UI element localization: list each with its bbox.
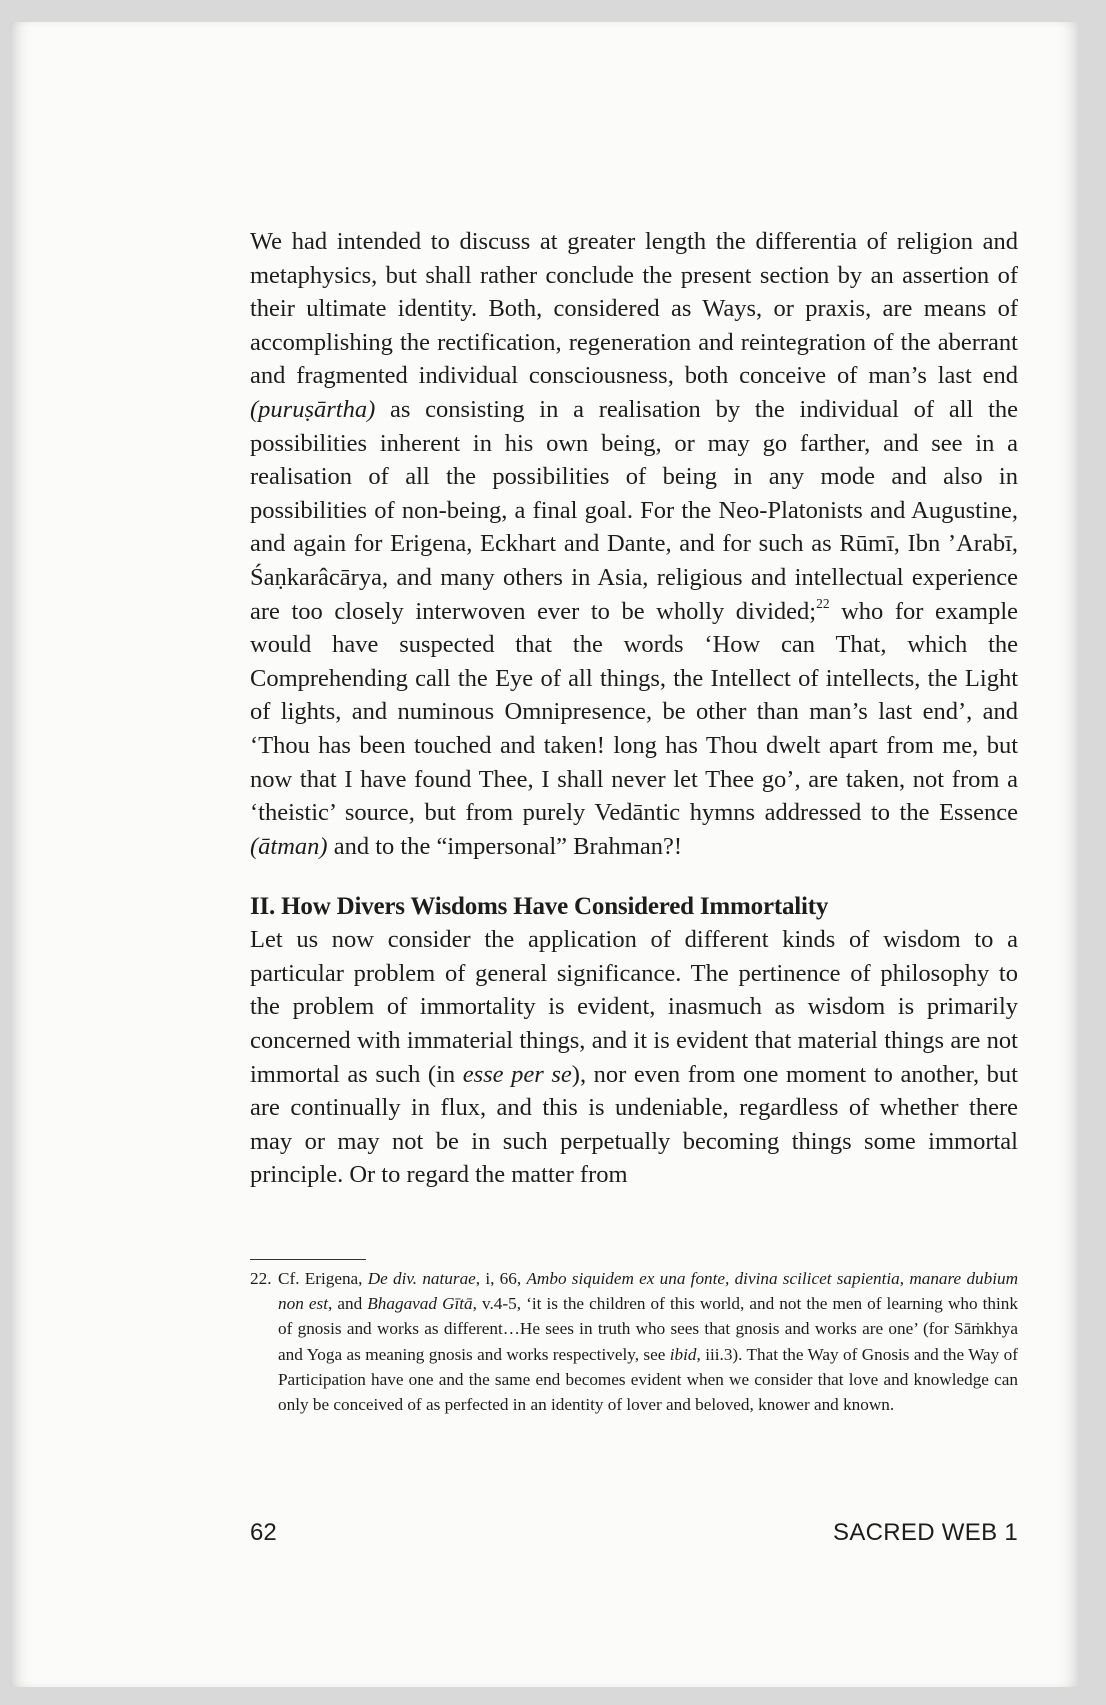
text-run: , iii.3). That the Way of Gnosis and the Way of Participation have one and the same end becomes evident when we consider that love and knowledge can only be conceived of as perfected in an identity of lover and beloved, knower and known.	[278, 1344, 1019, 1415]
section-heading: II. How Divers Wisdoms Have Considered Immortality	[250, 893, 829, 921]
text-run: , and	[327, 1294, 368, 1314]
text-run: as consisting in a realisation by the individual of all the possibilities inherent in his own being, or may go farther, and see in a realisation of all the possibilities of being in any mode and also in possibilities of non-being, a final goal. For the Neo-Platonists and Augustine, and again for Erigena, Eckhart and Dante, and for such as Rūmī, Ibn ’Arabī, Śaṇkarâcārya, and many others in Asia, religious and intellectual experience are too closely interwoven ever to be wholly divided;	[250, 395, 1018, 625]
text-run: We had intended to discuss at greater length the differentia of religion and metaphysics, but shall rather conclude the present section by an assertion of their ultimate identity. Both, considered as Ways, or praxis, are means of accomplishing the rectification, regeneration and reintegration of the aberrant and fragmented individual consciousness, both conceive of man’s last end	[250, 228, 1018, 390]
italic-run: Bhagavad Gītā	[367, 1294, 473, 1314]
main-text	[250, 225, 1018, 1192]
footnote-text	[278, 1266, 1018, 1417]
text-run: who for example would have suspected that the words ‘How can That, which the Comprehending call the Eye of all things, the Intellect of intellects, the Light of lights, and numinous Omnipresence, be other than man’s last end’, and ‘Thou has been touched and taken! long has Thou dwelt apart from me, but now that I have found Thee, I shall never let Thee go’, are taken, not from a ‘theistic’ source, but from purely Vedāntic hymns addressed to the Essence	[250, 597, 1019, 827]
paragraph-2	[250, 923, 1018, 1192]
paragraph-1	[250, 225, 1018, 863]
footnote-ref: 22	[816, 595, 830, 611]
italic-run: esse per se	[462, 1060, 572, 1088]
text-run: , v.4-5, ‘it is the children of this world, and not the men of learning who think of gnosis and works as different…He sees in truth who sees that gnosis and works are one’ (for Sāṁkhya and Yoga as meaning gnosis and works respectively, see	[278, 1294, 1018, 1364]
italic-run: Ambo siquidem ex una fonte, divina scilicet sapientia, manare dubium non est	[278, 1269, 1019, 1314]
italic-run: De div. naturae	[367, 1269, 476, 1288]
page-number: 62	[250, 1519, 277, 1546]
text-run: and to the “impersonal” Brahman?!	[327, 832, 683, 860]
text-run: , i, 66,	[475, 1269, 527, 1288]
italic-run: (puruṣārtha)	[250, 395, 376, 423]
italic-run: ibid	[669, 1344, 697, 1364]
text-run: Cf. Erigena,	[278, 1269, 368, 1288]
text-run: ), nor even from one moment to another, but are continually in flux, and this is undeniable, regardless of whether there may or may not be in such perpetually becoming things some immortal principle. Or to regard the matter from	[250, 1060, 1018, 1189]
footnote-number: 22.	[250, 1269, 272, 1288]
italic-run: (ātman)	[250, 832, 328, 860]
footnote-divider	[250, 1259, 366, 1260]
running-title: SACRED WEB 1	[833, 1519, 1018, 1546]
text-run: Let us now consider the application of different kinds of wisdom to a particular problem of general significance. The pertinence of philosophy to the problem of immortality is evident, inasmuch as wisdom is primarily concerned with immaterial things, and it is evident that material things are not immortal as such (in	[250, 926, 1018, 1088]
footnote-22	[250, 1266, 1018, 1417]
book-page	[10, 22, 1078, 1687]
